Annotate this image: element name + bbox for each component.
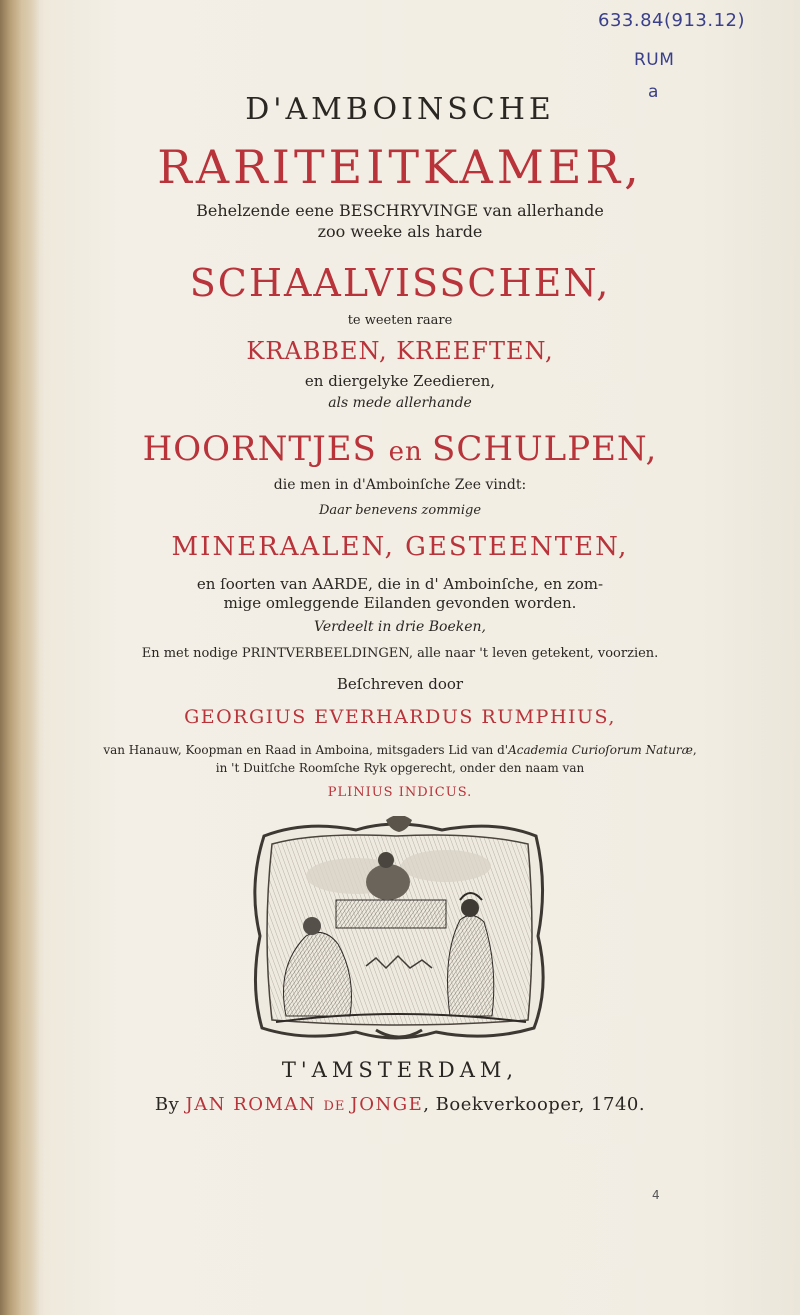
- title-line-13: MINERAALEN, GESTEENTEN,: [171, 532, 629, 562]
- title-line-11: die men in d'Amboinſche Zee vindt:: [273, 477, 527, 493]
- line20-part-b: Academia Curioſorum Naturæ: [508, 743, 693, 757]
- line17-part-c: , alle naar 't leven getekent, voorzien.: [408, 646, 659, 661]
- imprint-part-b: JAN ROMAN: [185, 1094, 324, 1115]
- author-code-annotation: RUM: [634, 50, 675, 70]
- shelfmark-annotation: 633.84(913.12): [598, 10, 746, 31]
- title-line-5: SCHAALVISSCHEN,: [189, 261, 611, 305]
- title-line-12: Daar benevens zommige: [318, 503, 482, 518]
- line3-part-c: van allerhande: [478, 201, 604, 220]
- title-line-14: [0, 575, 800, 593]
- title-line-10: [0, 429, 800, 469]
- line20-part-a: van Hanauw, Koopman en Raad in Amboina, mitsgaders Lid van d': [103, 743, 509, 757]
- line10-part-c: SCHULPEN,: [432, 429, 658, 469]
- title-line-17: [0, 646, 800, 661]
- line17-part-b: PRINTVERBEELDINGEN: [241, 646, 409, 661]
- title-line-2: RARITEITKAMER,: [157, 140, 643, 194]
- imprint-part-e: , Boekverkooper, 1740.: [423, 1094, 646, 1115]
- imprint-publisher: [0, 1094, 800, 1115]
- title-line-15: mige omleggende Eilanden gevonden worden.: [223, 594, 577, 612]
- title-line-16: Verdeelt in drie Boeken,: [314, 619, 486, 635]
- page-number: 4: [652, 1188, 660, 1202]
- line3-part-a: Behelzende eene: [196, 201, 340, 220]
- imprint-part-a: By: [154, 1094, 186, 1115]
- title-line-7: KRABBEN, KREEFTEN,: [246, 337, 554, 365]
- imprint-part-c: DE: [323, 1099, 351, 1114]
- line17-part-a: En met nodige: [141, 646, 242, 661]
- title-line-3: [0, 201, 800, 220]
- title-line-22: PLINIUS INDICUS.: [327, 785, 473, 800]
- line20-part-c: ,: [692, 743, 697, 757]
- title-line-4: zoo weeke als harde: [317, 222, 483, 241]
- volume-annotation: a: [648, 82, 659, 102]
- line14-part-b: AARDE: [312, 575, 369, 593]
- engraved-vignette: [246, 816, 552, 1046]
- imprint-part-d: JONGE: [350, 1094, 424, 1115]
- title-line-9: als mede allerhande: [328, 395, 472, 411]
- title-line-8: en diergelyke Zeedieren,: [304, 372, 496, 390]
- line14-part-c: , die in d' Amboinſche, en zom-: [368, 575, 604, 593]
- title-line-21: in 't Duitſche Roomſche Ryk opgerecht, onder den naam van: [215, 761, 585, 775]
- line14-part-a: en ſoorten van: [196, 575, 313, 593]
- title-line-6: te weeten raare: [347, 313, 453, 328]
- title-line-19: GEORGIUS EVERHARDUS RUMPHIUS,: [184, 706, 616, 728]
- title-line-18: Beſchreven door: [336, 675, 464, 693]
- title-line-1: D'AMBOINSCHE: [245, 92, 555, 127]
- title-line-20: [0, 743, 800, 757]
- line3-part-b: BESCHRYVINGE: [339, 201, 479, 220]
- line10-part-b: en: [388, 437, 433, 467]
- line10-part-a: HOORNTJES: [142, 429, 389, 469]
- imprint-city: T'AMSTERDAM,: [281, 1058, 519, 1082]
